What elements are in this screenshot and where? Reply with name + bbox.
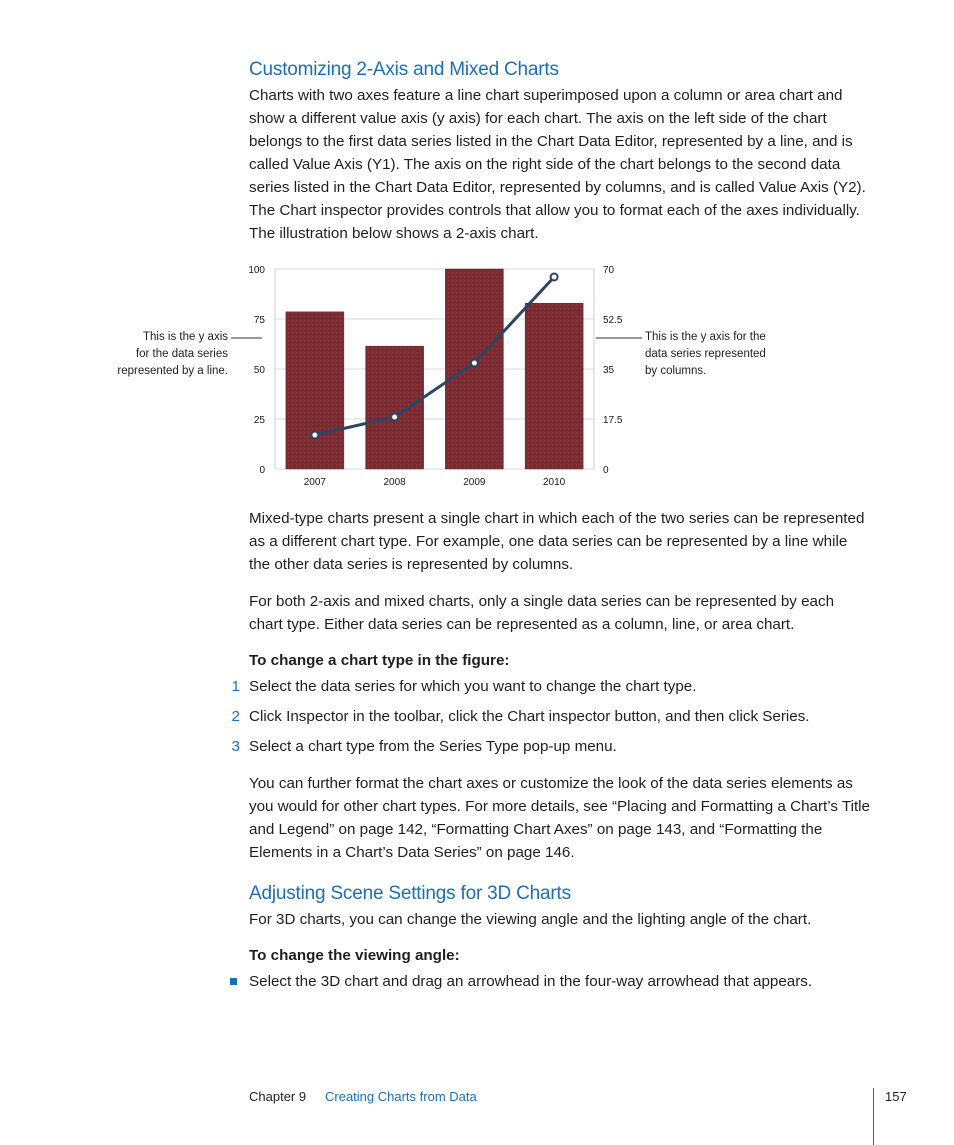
- callout-right-axis: [645, 329, 805, 380]
- step-number-2: 2: [231, 708, 240, 725]
- further-format-paragraph: You can further format the chart axes or customize the look of the data series elements as you would for other chart types. For more details, see “Placing and Formatting a Chart’s Title and Legend” on page 142, “Formatting Chart Axes” on page 143, and “Formatting the Elements in a Chart’s Data Series” on page 146.: [249, 775, 871, 861]
- y1-tick-label: 100: [248, 265, 265, 276]
- column-bar: [366, 346, 424, 469]
- step-number-3: 3: [231, 738, 240, 755]
- step-2: Click Inspector in the toolbar, click the Chart inspector button, and then click Series.: [249, 708, 810, 725]
- line-path: [315, 277, 554, 435]
- y1-tick-label: 0: [259, 465, 265, 476]
- bullet-step: Select the 3D chart and drag an arrowhead in the four-way arrowhead that appears.: [249, 973, 813, 990]
- callout-left-line-3: represented by a line.: [117, 365, 228, 377]
- callout-right-line-1: This is the y axis for the: [645, 331, 766, 343]
- page-number: 157: [885, 1089, 907, 1104]
- step-number-1: 1: [231, 678, 240, 695]
- line-point: [311, 432, 318, 439]
- line-point: [391, 414, 398, 421]
- line-point: [551, 274, 558, 281]
- intro-paragraph: Charts with two axes feature a line chart superimposed upon a column or area chart and show a different value axis (y axis) for each chart. The axis on the left side of the chart belongs to the first data series listed in the Chart Data Editor, represented by a line, and is called Value Axis (Y1). The axis on the right side of the chart belongs to the second data series listed in the Chart Data Editor, represented by columns, and is called Value Axis (Y2). The Chart inspector provides controls that allow you to format each of the axes individually. The illustration below shows a 2-axis chart.: [249, 87, 866, 242]
- callout-right-line-2: data series represented: [645, 348, 766, 360]
- y2-tick-label: 17.5: [603, 415, 623, 426]
- both-charts-paragraph: For both 2-axis and mixed charts, only a single data series can be represented by each chart type. Either data series can be represented as a column, line, or area chart.: [249, 593, 835, 633]
- task-heading-change-type: To change a chart type in the figure:: [249, 652, 510, 669]
- footer-divider: [873, 1088, 874, 1145]
- callout-left-line-2: for the data series: [135, 348, 228, 360]
- callout-right-line-3: by columns.: [645, 365, 707, 377]
- x-tick-label: 2010: [543, 477, 566, 488]
- mixed-type-paragraph: Mixed-type charts present a single chart in which each of the two series can be represented as a different chart type. For example, one data series can be represented by a line while the other data series is represented by columns.: [249, 510, 865, 573]
- x-tick-label: 2007: [303, 477, 326, 488]
- two-axis-chart: [0, 0, 954, 500]
- y2-tick-label: 0: [603, 465, 609, 476]
- y2-tick-label: 52.5: [603, 315, 623, 326]
- y2-tick-label: 35: [603, 365, 615, 376]
- 3d-intro-paragraph: For 3D charts, you can change the viewing angle and the lighting angle of the chart.: [249, 911, 812, 928]
- step-3: Select a chart type from the Series Type pop-up menu.: [249, 738, 617, 755]
- x-tick-label: 2008: [383, 477, 406, 488]
- y2-tick-label: 70: [603, 265, 615, 276]
- callout-left-line-1: This is the y axis: [143, 331, 228, 343]
- x-tick-label: 2009: [463, 477, 486, 488]
- column-bar: [286, 312, 344, 469]
- line-point: [471, 360, 478, 367]
- section-heading-3d: Adjusting Scene Settings for 3D Charts: [249, 883, 571, 904]
- task-heading-viewing-angle: To change the viewing angle:: [249, 947, 460, 964]
- y1-tick-label: 75: [253, 315, 265, 326]
- line-series: [311, 274, 557, 439]
- column-bar: [445, 269, 503, 469]
- bullet-square-icon: [230, 978, 237, 985]
- column-bar: [525, 303, 583, 469]
- section-heading-2-axis: Customizing 2-Axis and Mixed Charts: [249, 59, 559, 80]
- callout-left-axis: [80, 329, 228, 380]
- footer-chapter-title: Creating Charts from Data: [325, 1089, 477, 1104]
- step-1: Select the data series for which you want to change the chart type.: [249, 678, 697, 695]
- y1-tick-label: 50: [253, 365, 265, 376]
- footer-chapter-label: Chapter 9: [249, 1089, 307, 1104]
- y1-tick-label: 25: [253, 415, 265, 426]
